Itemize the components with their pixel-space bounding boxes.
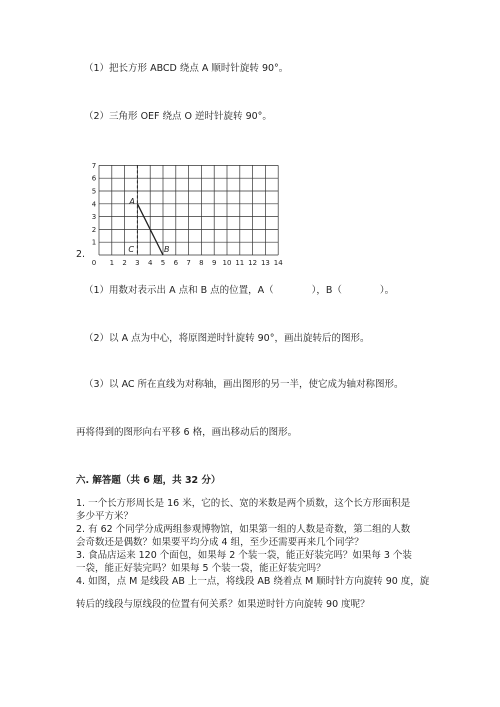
x-tick-label: 9 — [211, 259, 217, 267]
grid-lines — [99, 165, 278, 255]
y-tick-label: 2 — [91, 225, 97, 234]
sub-question-2: （2）以 A 点为中心，将原图逆时针旋转 90°，画出旋转后的图形。 — [84, 333, 370, 344]
x-tick-label: 8 — [199, 259, 204, 267]
x-tick-label: 10 — [222, 259, 232, 267]
question-2: （2）三角形 OEF 绕点 O 逆时针旋转 90°。 — [84, 111, 272, 122]
problem-line: 会奇数还是偶数？如果要平均分成 4 组，至少还需要再来几个同学？ — [76, 537, 364, 548]
problem-line: 1. 一个长方形周长是 16 米，它的长、宽的米数是两个质数，这个长方形面积是 — [76, 498, 411, 509]
x-tick-label: 0 — [91, 259, 97, 267]
problem-line: 一袋，能正好装完吗？如果每 5 个装一袋，能正好装完吗？ — [76, 563, 326, 574]
point-label-a: A — [129, 196, 135, 206]
x-tick-label: 12 — [248, 259, 258, 267]
x-tick-label: 14 — [273, 259, 283, 267]
y-tick-labels — [92, 162, 97, 247]
x-tick-label: 13 — [260, 259, 270, 267]
y-tick-label: 4 — [91, 200, 97, 209]
x-tick-labels — [92, 259, 283, 267]
x-tick-label: 5 — [160, 259, 166, 267]
section-6-title: 六. 解答题（共 6 题，共 32 分） — [76, 475, 221, 486]
y-tick-label: 1 — [91, 238, 97, 247]
problem-line: 4. 如图，点 M 是线段 AB 上一点，将线段 AB 绕着点 M 顺时针方向旋转 90 度，旋 — [76, 576, 430, 587]
x-tick-label: 1 — [109, 259, 115, 267]
problem-line: 2. 有 62 个同学分成两组参观博物馆，如果第一组的人数是奇数，第二组的人数 — [76, 524, 411, 535]
x-tick-label: 11 — [235, 259, 245, 267]
point-label-c: C — [128, 245, 134, 254]
problem-line: 3. 食品店运来 120 个面包，如果每 2 个装一袋，能正好装完吗？如果每 3 个装 — [76, 550, 412, 561]
sub-question-1: （1）用数对表示出 A 点和 B 点的位置，A（ ），B（ ）。 — [84, 285, 395, 296]
x-tick-label: 4 — [147, 259, 153, 267]
x-tick-label: 3 — [135, 259, 140, 267]
sub-question-3: （3）以 AC 所在直线为对称轴，画出图形的另一半，使它成为轴对称图形。 — [84, 379, 404, 390]
y-tick-label: 6 — [91, 174, 97, 183]
question-1: （1）把长方形 ABCD 绕点 A 顺时针旋转 90°。 — [84, 63, 289, 74]
x-tick-label: 2 — [122, 259, 127, 267]
problem-line: 多少平方米？ — [76, 511, 134, 522]
coordinate-grid — [85, 160, 300, 272]
x-tick-label: 7 — [186, 259, 191, 267]
point-label-b: B — [164, 245, 170, 254]
x-tick-label: 6 — [173, 259, 179, 267]
problem-line-last: 转后的线段与原线段的位置有何关系？如果逆时针方向旋转 90 度呢？ — [76, 599, 370, 610]
sub-question-4: 再将得到的图形向右平移 6 格，画出移动后的图形。 — [76, 427, 298, 438]
y-tick-label: 5 — [91, 187, 97, 196]
problem-number-2: 2. — [76, 249, 86, 260]
y-tick-label: 3 — [91, 213, 97, 222]
y-tick-label: 7 — [91, 161, 97, 170]
